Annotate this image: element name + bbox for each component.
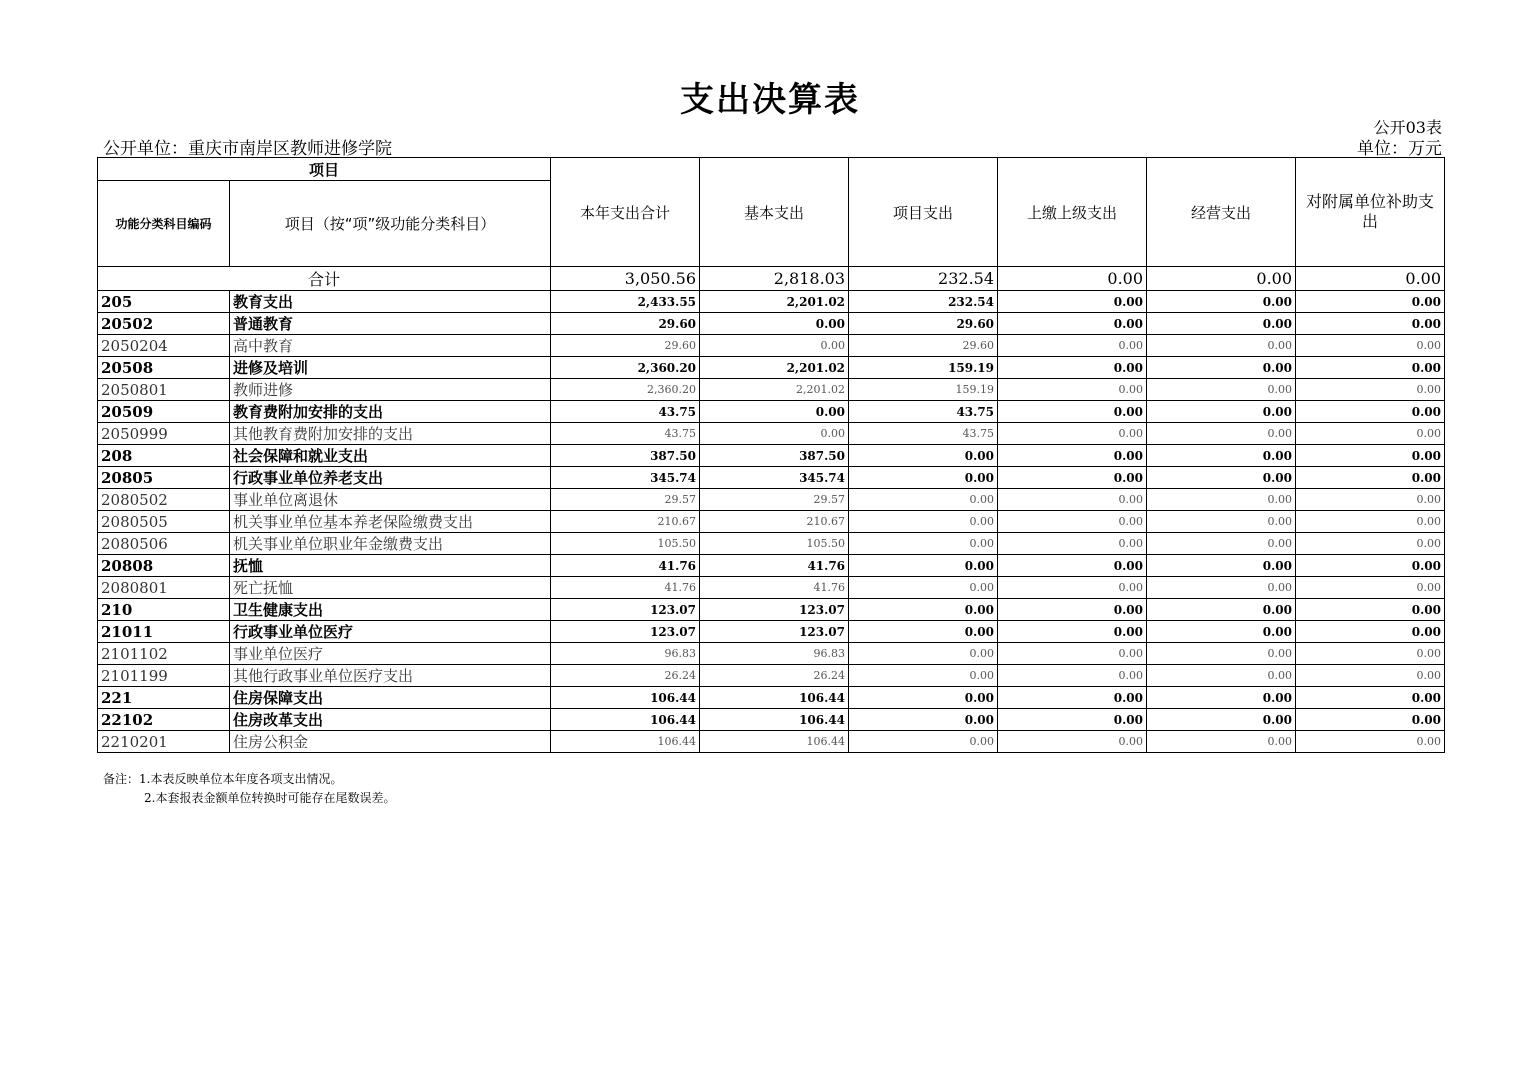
cell-basic: 2,201.02 [700,291,849,313]
cell-subsidy: 0.00 [1296,599,1445,621]
cell-business: 0.00 [1147,731,1296,753]
cell-subsidy: 0.00 [1296,489,1445,511]
cell-business: 0.00 [1147,599,1296,621]
cell-project: 0.00 [849,533,998,555]
cell-upper: 0.00 [998,357,1147,379]
cell-subsidy: 0.00 [1296,335,1445,357]
cell-project: 43.75 [849,401,998,423]
cell-upper: 0.00 [998,533,1147,555]
cell-code: 20808 [98,555,230,577]
cell-subsidy: 0.00 [1296,291,1445,313]
cell-code: 2101102 [98,643,230,665]
cell-basic: 41.76 [700,555,849,577]
total-upper: 0.00 [998,267,1147,291]
cell-business: 0.00 [1147,511,1296,533]
cell-business: 0.00 [1147,357,1296,379]
cell-name: 教育支出 [230,291,551,313]
cell-subsidy: 0.00 [1296,423,1445,445]
cell-business: 0.00 [1147,577,1296,599]
cell-basic: 105.50 [700,533,849,555]
cell-basic: 106.44 [700,709,849,731]
cell-upper: 0.00 [998,709,1147,731]
cell-project: 0.00 [849,489,998,511]
cell-business: 0.00 [1147,335,1296,357]
table-row [98,511,1445,533]
cell-subsidy: 0.00 [1296,555,1445,577]
cell-total: 345.74 [551,467,700,489]
cell-code: 2050801 [98,379,230,401]
cell-name: 事业单位医疗 [230,643,551,665]
total-project: 232.54 [849,267,998,291]
cell-basic: 387.50 [700,445,849,467]
cell-total: 2,360.20 [551,379,700,401]
cell-project: 0.00 [849,555,998,577]
table-row [98,467,1445,489]
cell-upper: 0.00 [998,687,1147,709]
cell-name: 机关事业单位基本养老保险缴费支出 [230,511,551,533]
cell-subsidy: 0.00 [1296,731,1445,753]
cell-total: 29.60 [551,335,700,357]
cell-business: 0.00 [1147,467,1296,489]
cell-name: 机关事业单位职业年金缴费支出 [230,533,551,555]
cell-code: 20509 [98,401,230,423]
cell-project: 29.60 [849,313,998,335]
table-row [98,357,1445,379]
cell-project: 0.00 [849,445,998,467]
cell-business: 0.00 [1147,643,1296,665]
cell-total: 105.50 [551,533,700,555]
cell-total: 210.67 [551,511,700,533]
cell-code: 20502 [98,313,230,335]
cell-business: 0.00 [1147,445,1296,467]
cell-subsidy: 0.00 [1296,621,1445,643]
cell-basic: 41.76 [700,577,849,599]
cell-upper: 0.00 [998,489,1147,511]
cell-subsidy: 0.00 [1296,379,1445,401]
cell-upper: 0.00 [998,731,1147,753]
cell-project: 159.19 [849,379,998,401]
cell-code: 221 [98,687,230,709]
form-number: 公开03表 [1373,118,1442,137]
cell-code: 2050999 [98,423,230,445]
cell-total: 106.44 [551,687,700,709]
cell-upper: 0.00 [998,621,1147,643]
cell-name: 死亡抚恤 [230,577,551,599]
total-business: 0.00 [1147,267,1296,291]
cell-code: 208 [98,445,230,467]
cell-business: 0.00 [1147,489,1296,511]
cell-total: 26.24 [551,665,700,687]
cell-subsidy: 0.00 [1296,709,1445,731]
cell-code: 22102 [98,709,230,731]
cell-upper: 0.00 [998,291,1147,313]
cell-upper: 0.00 [998,555,1147,577]
cell-name: 教师进修 [230,379,551,401]
cell-name: 住房保障支出 [230,687,551,709]
cell-subsidy: 0.00 [1296,445,1445,467]
cell-name: 其他行政事业单位医疗支出 [230,665,551,687]
cell-subsidy: 0.00 [1296,687,1445,709]
cell-subsidy: 0.00 [1296,357,1445,379]
cell-upper: 0.00 [998,445,1147,467]
cell-project: 0.00 [849,599,998,621]
cell-total: 43.75 [551,401,700,423]
cell-business: 0.00 [1147,687,1296,709]
cell-total: 2,433.55 [551,291,700,313]
cell-name: 普通教育 [230,313,551,335]
cell-basic: 106.44 [700,687,849,709]
cell-basic: 29.57 [700,489,849,511]
cell-total: 41.76 [551,555,700,577]
cell-business: 0.00 [1147,665,1296,687]
cell-project: 0.00 [849,643,998,665]
cell-upper: 0.00 [998,313,1147,335]
cell-code: 2050204 [98,335,230,357]
cell-basic: 123.07 [700,599,849,621]
cell-upper: 0.00 [998,335,1147,357]
reporting-unit: 公开单位：重庆市南岸区教师进修学院 [103,139,392,159]
cell-total: 43.75 [551,423,700,445]
cell-name: 抚恤 [230,555,551,577]
cell-business: 0.00 [1147,533,1296,555]
cell-total: 29.60 [551,313,700,335]
cell-code: 2101199 [98,665,230,687]
cell-name: 行政事业单位养老支出 [230,467,551,489]
table-row [98,709,1445,731]
cell-business: 0.00 [1147,621,1296,643]
cell-total: 106.44 [551,709,700,731]
cell-project: 0.00 [849,577,998,599]
cell-total: 96.83 [551,643,700,665]
cell-name: 住房公积金 [230,731,551,753]
header-row-1 [98,158,1445,181]
cell-total: 41.76 [551,577,700,599]
cell-project: 0.00 [849,665,998,687]
cell-code: 20508 [98,357,230,379]
cell-upper: 0.00 [998,423,1147,445]
cell-name: 卫生健康支出 [230,599,551,621]
header-basic: 基本支出 [700,158,849,267]
cell-subsidy: 0.00 [1296,643,1445,665]
table-row [98,621,1445,643]
table-row [98,489,1445,511]
cell-subsidy: 0.00 [1296,533,1445,555]
cell-business: 0.00 [1147,555,1296,577]
cell-basic: 2,201.02 [700,379,849,401]
table-row [98,335,1445,357]
cell-upper: 0.00 [998,379,1147,401]
cell-business: 0.00 [1147,423,1296,445]
cell-name: 进修及培训 [230,357,551,379]
cell-name: 住房改革支出 [230,709,551,731]
cell-subsidy: 0.00 [1296,511,1445,533]
cell-upper: 0.00 [998,599,1147,621]
cell-business: 0.00 [1147,709,1296,731]
note-line-2: 2.本套报表金额单位转换时可能存在尾数误差。 [144,791,396,805]
cell-project: 0.00 [849,467,998,489]
cell-total: 2,360.20 [551,357,700,379]
cell-subsidy: 0.00 [1296,665,1445,687]
header-code: 功能分类科目编码 [98,181,230,267]
cell-name: 其他教育费附加安排的支出 [230,423,551,445]
cell-basic: 0.00 [700,313,849,335]
total-label: 合计 [98,267,551,291]
cell-code: 21011 [98,621,230,643]
header-project: 项目支出 [849,158,998,267]
cell-code: 205 [98,291,230,313]
cell-total: 106.44 [551,731,700,753]
cell-name: 高中教育 [230,335,551,357]
header-upper: 上缴上级支出 [998,158,1147,267]
cell-basic: 345.74 [700,467,849,489]
cell-basic: 106.44 [700,731,849,753]
table-row [98,423,1445,445]
header-name: 项目（按“项”级功能分类科目） [230,181,551,267]
cell-subsidy: 0.00 [1296,577,1445,599]
cell-total: 123.07 [551,621,700,643]
table-row [98,555,1445,577]
cell-upper: 0.00 [998,511,1147,533]
cell-project: 159.19 [849,357,998,379]
cell-basic: 0.00 [700,401,849,423]
cell-project: 0.00 [849,621,998,643]
table-row [98,643,1445,665]
cell-code: 210 [98,599,230,621]
cell-basic: 2,201.02 [700,357,849,379]
total-row [98,267,1445,291]
total-value: 3,050.56 [551,267,700,291]
cell-upper: 0.00 [998,643,1147,665]
cell-project: 0.00 [849,687,998,709]
cell-project: 0.00 [849,511,998,533]
cell-project: 43.75 [849,423,998,445]
cell-basic: 26.24 [700,665,849,687]
cell-basic: 0.00 [700,335,849,357]
cell-subsidy: 0.00 [1296,467,1445,489]
notes [103,770,395,808]
cell-business: 0.00 [1147,291,1296,313]
cell-upper: 0.00 [998,467,1147,489]
cell-basic: 96.83 [700,643,849,665]
table-row [98,291,1445,313]
cell-upper: 0.00 [998,665,1147,687]
table-row [98,313,1445,335]
cell-name: 行政事业单位医疗 [230,621,551,643]
cell-basic: 0.00 [700,423,849,445]
table-row [98,401,1445,423]
table-row [98,599,1445,621]
cell-total: 123.07 [551,599,700,621]
cell-name: 社会保障和就业支出 [230,445,551,467]
cell-code: 2210201 [98,731,230,753]
cell-code: 2080506 [98,533,230,555]
cell-code: 2080505 [98,511,230,533]
currency-unit: 单位：万元 [1357,139,1442,159]
cell-name: 教育费附加安排的支出 [230,401,551,423]
header-total: 本年支出合计 [551,158,700,267]
cell-basic: 123.07 [700,621,849,643]
cell-code: 2080801 [98,577,230,599]
cell-project: 0.00 [849,731,998,753]
total-basic: 2,818.03 [700,267,849,291]
table-row [98,533,1445,555]
table-row [98,687,1445,709]
expenditure-table [97,157,1445,753]
table-body [98,158,1445,753]
cell-total: 387.50 [551,445,700,467]
cell-basic: 210.67 [700,511,849,533]
cell-subsidy: 0.00 [1296,401,1445,423]
cell-code: 2080502 [98,489,230,511]
cell-upper: 0.00 [998,401,1147,423]
total-subsidy: 0.00 [1296,267,1445,291]
cell-project: 29.60 [849,335,998,357]
cell-total: 29.57 [551,489,700,511]
table-row [98,577,1445,599]
cell-project: 0.00 [849,709,998,731]
cell-subsidy: 0.00 [1296,313,1445,335]
note-line-1: 备注：1.本表反映单位本年度各项支出情况。 [103,772,343,786]
cell-upper: 0.00 [998,577,1147,599]
table-row [98,731,1445,753]
header-business: 经营支出 [1147,158,1296,267]
cell-business: 0.00 [1147,379,1296,401]
cell-business: 0.00 [1147,313,1296,335]
cell-project: 232.54 [849,291,998,313]
header-subsidy: 对附属单位补助支出 [1296,158,1445,267]
page-title: 支出决算表 [680,80,860,120]
table-row [98,445,1445,467]
header-item: 项目 [98,158,551,181]
cell-code: 20805 [98,467,230,489]
cell-name: 事业单位离退休 [230,489,551,511]
table-row [98,665,1445,687]
cell-business: 0.00 [1147,401,1296,423]
table-row [98,379,1445,401]
